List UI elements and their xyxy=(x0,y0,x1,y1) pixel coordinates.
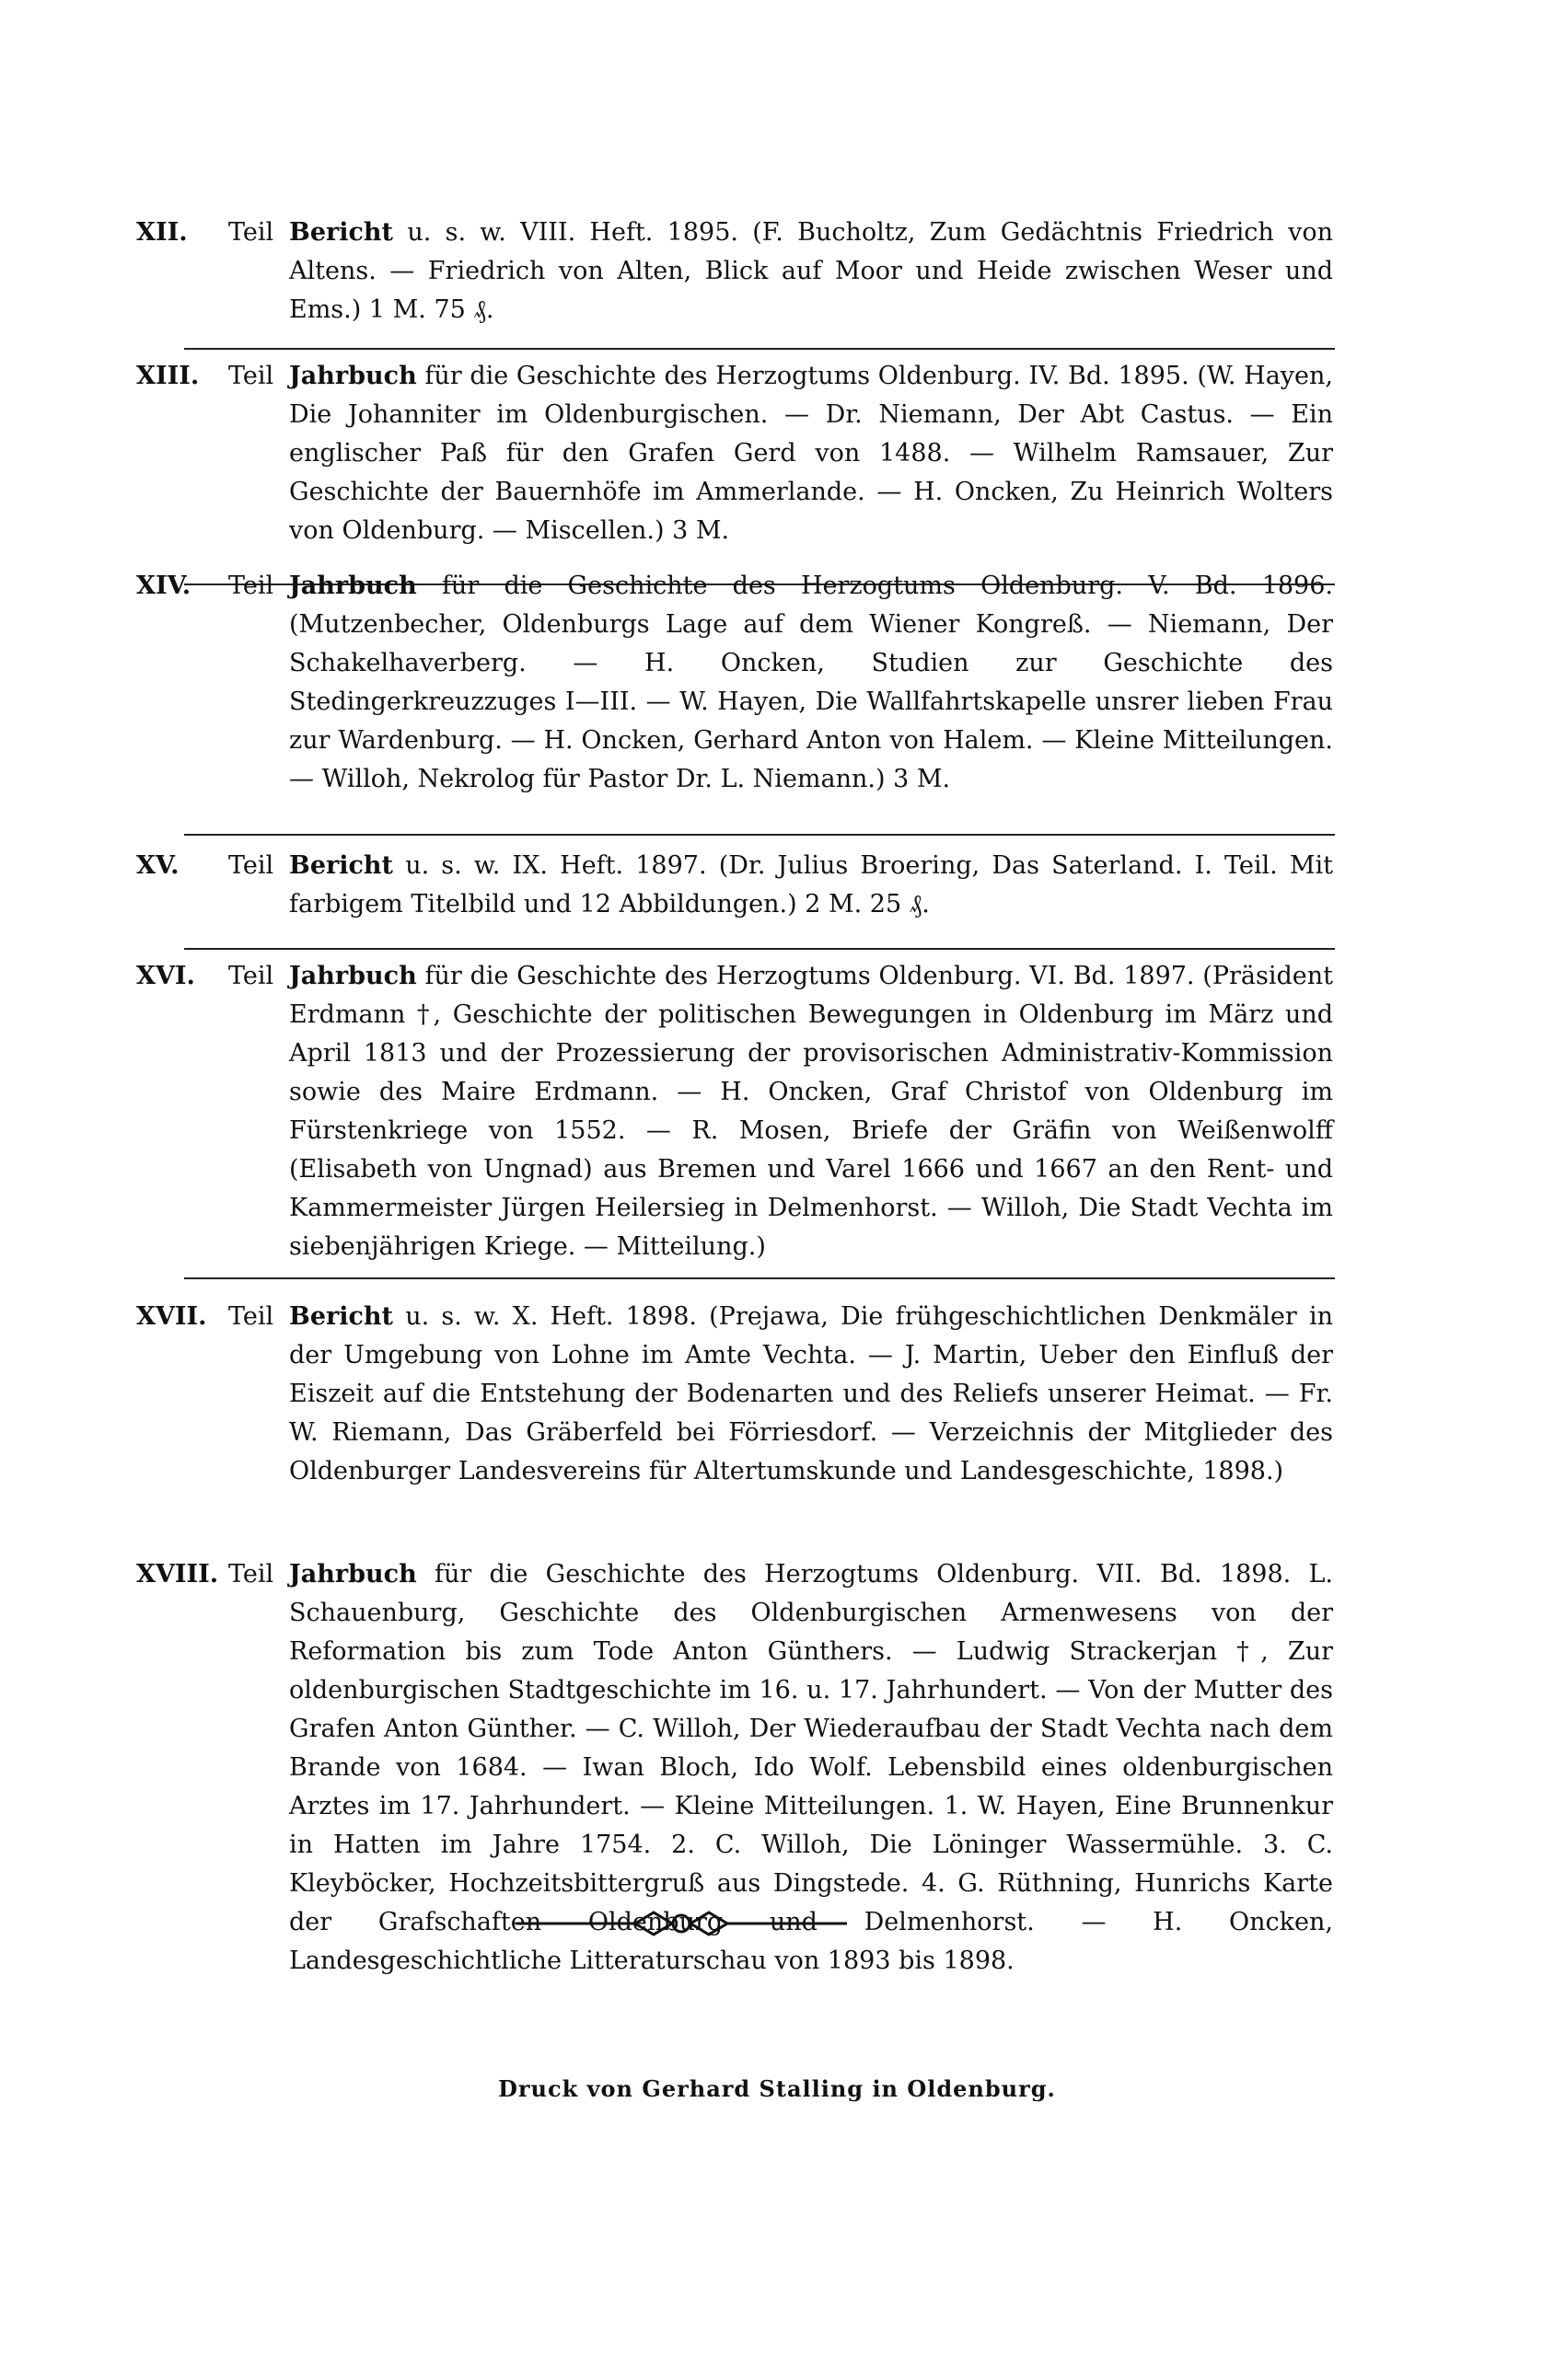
volume-number: XIII. xyxy=(136,362,200,390)
entry-heading: Jahrbuch xyxy=(289,962,417,990)
volume-number: XIV. xyxy=(136,572,191,600)
entry-text: u. s. w. X. Heft. 1898. (Prejawa, Die frühgeschichtlichen Denkmäler in der Umgebung von Lohne im Amte Vechta. — J. Martin, Ueber den Einfluß der Eiszeit auf die Entstehung der Bodenarten und des Reliefs unserer Heimat. — Fr. W. Riemann, Das Gräberfeld bei Förriesdorf. — Verzeichnis der Mitglieder des Oldenburger Landesvereins für Altertumskunde und Landesgeschichte, 1898.) xyxy=(289,1302,1333,1485)
entry-text: für die Geschichte des Herzogtums Oldenburg. IV. Bd. 1895. (W. Hayen, Die Johanniter im Oldenburgischen. — Dr. Niemann, Der Abt Castus. — Ein englischer Paß für den Grafen Gerd von 1488. — Wilhelm Ramsauer, Zur Geschichte der Bauernhöfe im Ammerlande. — H. Oncken, Zu Heinrich Wolters von Oldenburg. — Miscellen.) 3 M. xyxy=(289,362,1333,545)
printer-imprint: Druck von Gerhard Stalling in Oldenburg. xyxy=(498,2075,1056,2102)
entry-text: für die Geschichte des Herzogtums Oldenburg. VII. Bd. 1898. L. Schauenburg, Geschichte des Oldenburgischen Armenwesens von der Reformation bis zum Tode Anton Günthers. — Ludwig Strackerjan †, Zur oldenburgischen Stadtgeschichte im 16. u. 17. Jahrhundert. — Von der Mutter des Grafen Anton Günther. — C. Willoh, Der Wiederaufbau der Stadt Vechta nach dem Brande von 1684. — Iwan Bloch, Ido Wolf. Lebensbild eines oldenburgischen Arztes im 17. Jahrhundert. — Kleine Mitteilungen. 1. W. Hayen, Eine Brunnenkur in Hatten im Jahre 1754. 2. C. Willoh, Die Löninger Wassermühle. 3. C. Kleyböcker, Hochzeitsbittergruß aus Dingstede. 4. G. Rüthning, Hunrichs Karte der Grafschaften Oldenburg und Delmenhorst. — H. Oncken, Landesgeschichtliche Litteraturschau von 1893 bis 1898. xyxy=(289,1560,1333,1975)
entry-xvi xyxy=(136,957,1333,1266)
entry-body xyxy=(289,957,1333,1266)
entry-body xyxy=(289,1298,1333,1491)
entry-heading: Bericht xyxy=(289,218,394,247)
teil-label: Teil xyxy=(228,1560,274,1589)
volume-number: XVI. xyxy=(136,962,195,990)
entry-text: für die Geschichte des Herzogtums Oldenburg. VI. Bd. 1897. (Präsident Erdmann †, Geschichte der politischen Bewegungen in Oldenburg im März und April 1813 und der Prozessierung der provisorischen Administrativ-Kommission sowie des Maire Erdmann. — H. Oncken, Graf Christof von Oldenburg im Fürstenkriege von 1552. — R. Mosen, Briefe der Gräfin von Weißenwolff (Elisabeth von Ungnad) aus Bremen und Varel 1666 und 1667 an den Rent- und Kammermeister Jürgen Heilersieg in Delmenhorst. — Willoh, Die Stadt Vechta im siebenjährigen Kriege. — Mitteilung.) xyxy=(289,962,1333,1261)
entry-text: u. s. w. IX. Heft. 1897. (Dr. Julius Broering, Das Saterland. I. Teil. Mit farbigem Titelbild und 12 Abbildungen.) 2 M. 25 ₰. xyxy=(289,851,1333,918)
teil-label: Teil xyxy=(228,362,274,390)
section-divider xyxy=(184,348,1335,350)
entry-text: u. s. w. VIII. Heft. 1895. (F. Bucholtz, Zum Gedächtnis Friedrich von Altens. — Friedrich von Alten, Blick auf Moor und Heide zwischen Weser und Ems.) 1 M. 75 ₰. xyxy=(289,218,1333,324)
entry-heading: Bericht xyxy=(289,851,394,880)
teil-label: Teil xyxy=(228,218,274,247)
entry-heading: Jahrbuch xyxy=(289,362,417,390)
entry-heading: Jahrbuch xyxy=(289,1560,417,1589)
entry-body xyxy=(289,567,1333,799)
ornament-divider xyxy=(516,1905,847,1942)
volume-number: XVII. xyxy=(136,1302,207,1331)
teil-label: Teil xyxy=(228,572,274,600)
entry-xiv xyxy=(136,567,1333,799)
volume-number: XII. xyxy=(136,218,188,247)
section-divider xyxy=(184,948,1335,950)
entry-xii xyxy=(136,214,1333,329)
volume-number: XV. xyxy=(136,851,180,880)
entry-xv xyxy=(136,847,1333,924)
entry-text: für die Geschichte des Herzogtums Oldenburg. V. Bd. 1896. (Mutzenbecher, Oldenburgs Lage auf dem Wiener Kongreß. — Niemann, Der Schakelhaverberg. — H. Oncken, Studien zur Geschichte des Stedingerkreuzzuges I—III. — W. Hayen, Die Wallfahrtskapelle unsrer lieben Frau zur Wardenburg. — H. Oncken, Gerhard Anton von Halem. — Kleine Mitteilungen. — Willoh, Nekrolog für Pastor Dr. L. Niemann.) 3 M. xyxy=(289,572,1333,793)
teil-label: Teil xyxy=(228,1302,274,1331)
entry-heading: Bericht xyxy=(289,1302,394,1331)
entry-body xyxy=(289,357,1333,550)
entry-xiii xyxy=(136,357,1333,550)
section-divider xyxy=(184,834,1335,836)
volume-number: XVIII. xyxy=(136,1560,219,1589)
entry-heading: Jahrbuch xyxy=(289,572,417,600)
section-divider xyxy=(184,1277,1335,1279)
teil-label: Teil xyxy=(228,851,274,880)
entry-xvii xyxy=(136,1298,1333,1491)
entry-body xyxy=(289,847,1333,924)
entry-body xyxy=(289,214,1333,329)
teil-label: Teil xyxy=(228,962,274,990)
